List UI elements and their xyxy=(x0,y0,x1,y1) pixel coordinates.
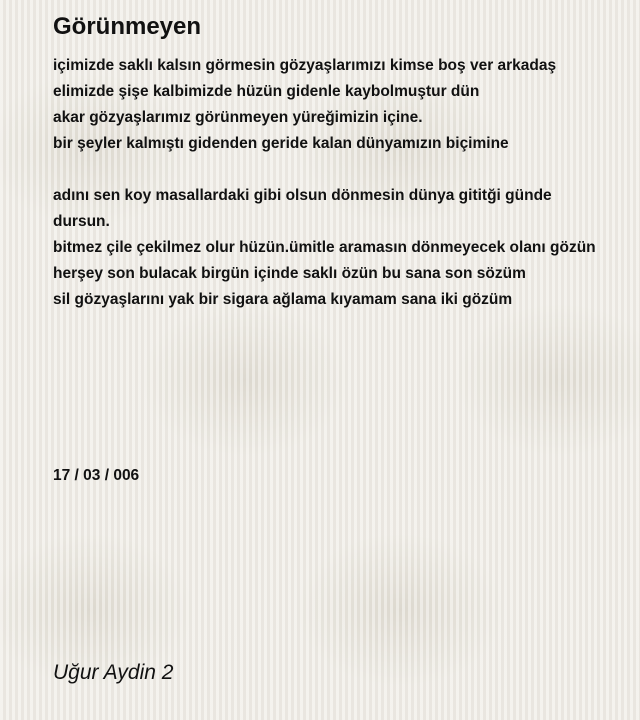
poem-line: adını sen koy masallardaki gibi olsun dönmesin dünya gititği günde xyxy=(53,187,552,204)
poem-line: bitmez çile çekilmez olur hüzün.ümitle aramasın dönmeyecek olanı gözün xyxy=(53,239,596,256)
poem-line: akar gözyaşlarımız görünmeyen yüreğimizin içine. xyxy=(53,109,423,126)
poem-line: bir şeyler kalmıştı gidenden geride kalan dünyamızın biçimine xyxy=(53,135,509,152)
poem-line: herşey son bulacak birgün içinde saklı özün bu sana son sözüm xyxy=(53,265,526,282)
poem-body xyxy=(53,53,638,339)
poem-line: elimizde şişe kalbimizde hüzün gidenle kaybolmuştur dün xyxy=(53,83,480,100)
stanza-1 xyxy=(53,53,638,157)
poem-line: içimizde saklı kalsın görmesin gözyaşlarımızı kimse boş ver arkadaş xyxy=(53,57,557,74)
poem-title: Görünmeyen xyxy=(53,13,202,40)
poem-line: sil gözyaşlarını yak bir sigara ağlama kıyamam sana iki gözüm xyxy=(53,291,513,308)
poem-line: dursun. xyxy=(53,213,110,230)
poem-author: Uğur Aydin 2 xyxy=(53,661,174,684)
stanza-2 xyxy=(53,183,638,313)
poem-date: 17 / 03 / 006 xyxy=(53,467,140,484)
